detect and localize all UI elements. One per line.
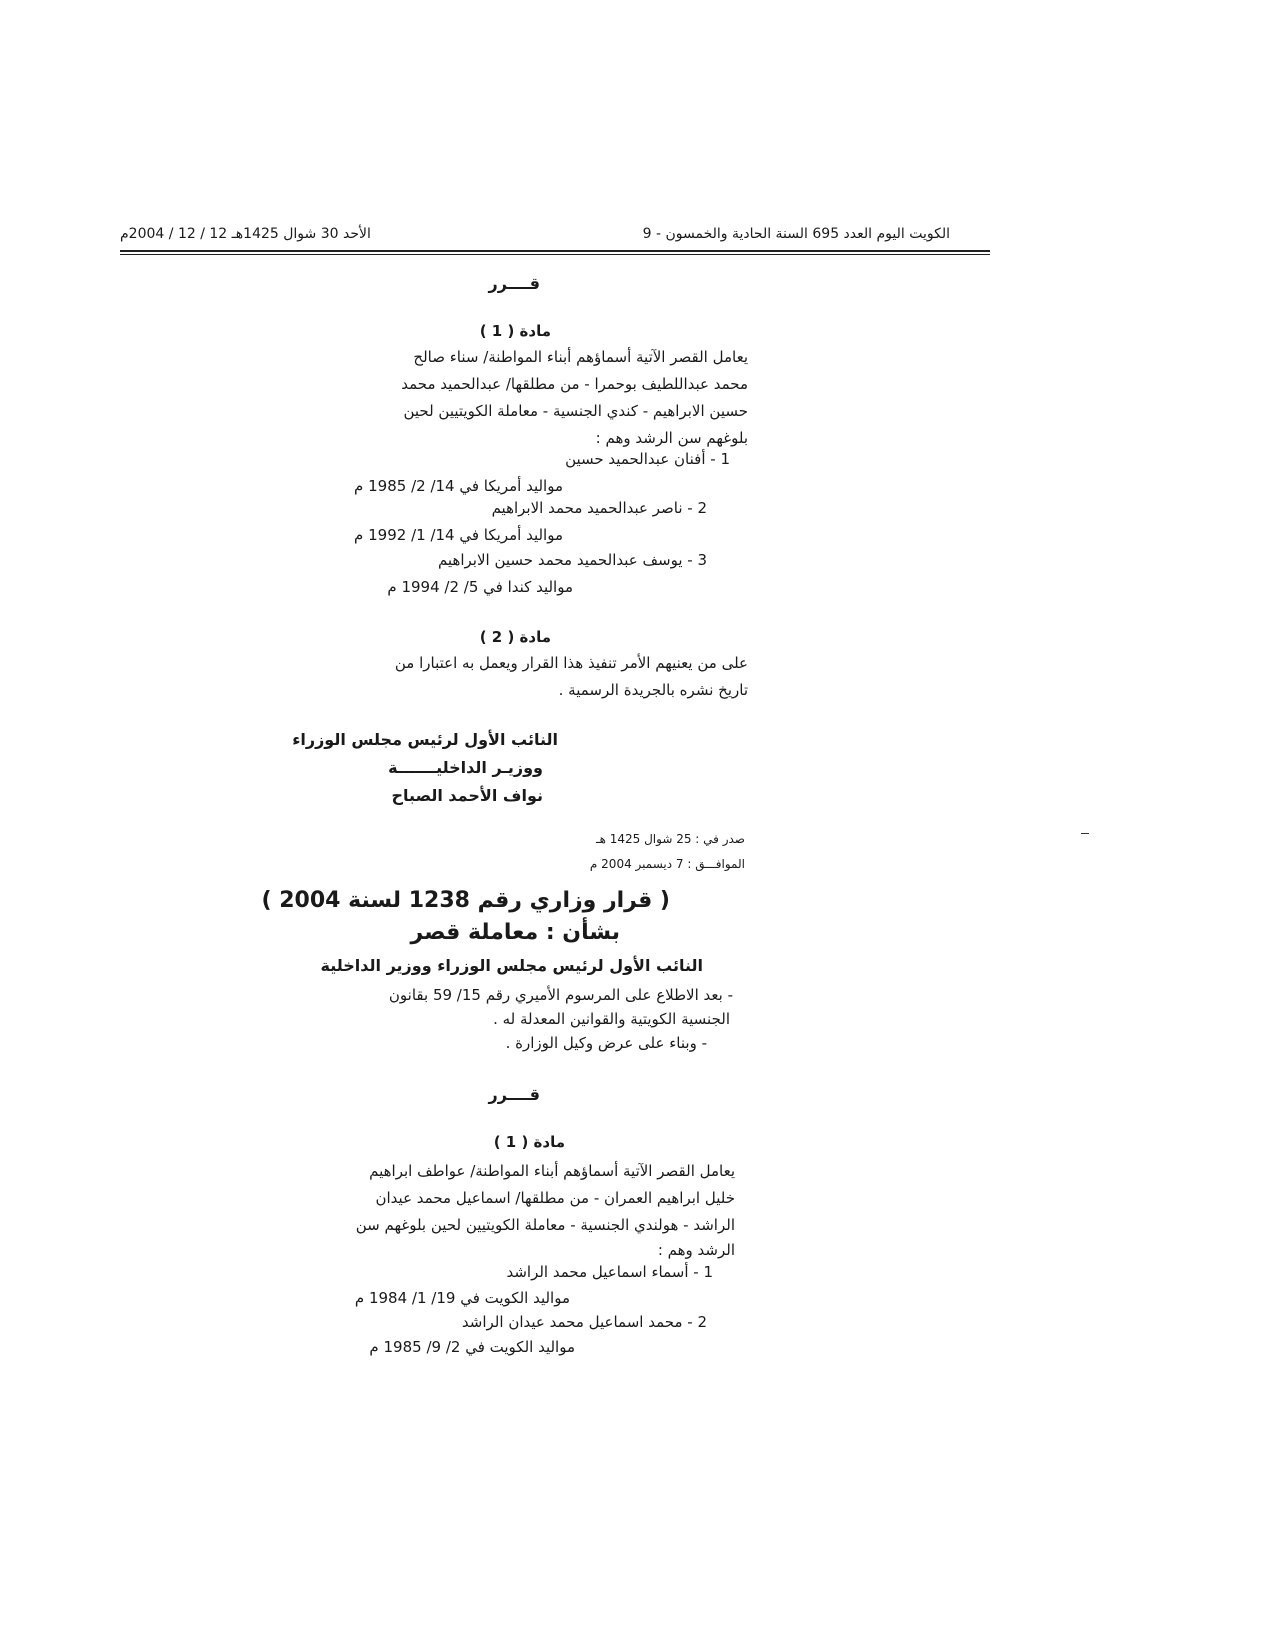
- minor-name: 2 - ناصر عبدالحميد محمد الابراهيم: [491, 499, 707, 517]
- article-line: يعامل القصر الآتية أسماؤهم أبناء المواطنة/ عواطف ابراهيم: [369, 1162, 735, 1180]
- decree-title: ( قرار وزاري رقم 1238 لسنة 2004 ): [261, 888, 670, 913]
- decision-heading: قــــرر: [488, 274, 540, 293]
- minor-name: 1 - أسماء اسماعيل محمد الراشد: [506, 1263, 713, 1281]
- minor-birth: مواليد كندا في 5/ 2/ 1994 م: [387, 578, 573, 596]
- article-line: حسين الابراهيم - كندي الجنسية - معاملة الكويتيين لحين: [403, 402, 748, 420]
- header-rule: [120, 250, 990, 252]
- signatory-position: ووزيـر الداخليـــــــة: [388, 758, 543, 777]
- scan-mark: [1081, 833, 1089, 834]
- article-line: خليل ابراهيم العمران - من مطلقها/ اسماعيل محمد عيدان: [375, 1189, 735, 1207]
- signatory-title: النائب الأول لرئيس مجلس الوزراء: [292, 730, 558, 749]
- article-title: مادة ( 1 ): [493, 1133, 565, 1151]
- header-rule-thin: [120, 254, 990, 255]
- preamble-line: الجنسية الكويتية والقوانين المعدلة له .: [493, 1010, 730, 1028]
- minor-name: 1 - أفنان عبدالحميد حسين: [565, 450, 730, 468]
- article-line: تاريخ نشره بالجريدة الرسمية .: [558, 681, 748, 699]
- article-line: الراشد - هولندي الجنسية - معاملة الكويتيين لحين بلوغهم سن: [355, 1216, 735, 1234]
- decree-authority: النائب الأول لرئيس مجلس الوزراء ووزير الداخلية: [320, 956, 703, 975]
- preamble-line: - بعد الاطلاع على المرسوم الأميري رقم 15/ 59 بقانون: [388, 986, 733, 1004]
- preamble-line: - وبناء على عرض وكيل الوزارة .: [505, 1034, 707, 1052]
- minor-birth: مواليد أمريكا في 14/ 2/ 1985 م: [354, 477, 563, 495]
- issue-date-hijri: صدر في : 25 شوال 1425 هـ: [596, 832, 745, 846]
- minor-name: 2 - محمد اسماعيل محمد عيدان الراشد: [461, 1313, 707, 1331]
- header-publication-info: الكويت اليوم العدد 695 السنة الحادية والخمسون - 9: [642, 226, 950, 242]
- article-line: بلوغهم سن الرشد وهم :: [595, 429, 748, 447]
- article-title: مادة ( 2 ): [479, 628, 551, 646]
- signatory-name: نواف الأحمد الصباح: [391, 786, 543, 805]
- minor-name: 3 - يوسف عبدالحميد محمد حسين الابراهيم: [437, 551, 707, 569]
- article-line: محمد عبداللطيف بوحمرا - من مطلقها/ عبدالحميد محمد: [401, 375, 748, 393]
- header-date: الأحد 30 شوال 1425هـ 12 / 12 / 2004م: [120, 226, 371, 242]
- decree-subject: بشأن : معاملة قصر: [410, 920, 620, 945]
- minor-birth: مواليد الكويت في 2/ 9/ 1985 م: [369, 1338, 575, 1356]
- article-line: الرشد وهم :: [657, 1241, 735, 1259]
- article-title: مادة ( 1 ): [479, 322, 551, 340]
- decision-heading: قــــرر: [488, 1085, 540, 1104]
- article-line: يعامل القصر الآتية أسماؤهم أبناء المواطنة/ سناء صالح: [413, 348, 748, 366]
- issue-date-gregorian: الموافـــق : 7 ديسمبر 2004 م: [589, 857, 745, 871]
- article-line: على من يعنيهم الأمر تنفيذ هذا القرار ويعمل به اعتبارا من: [394, 654, 748, 672]
- minor-birth: مواليد الكويت في 19/ 1/ 1984 م: [354, 1289, 570, 1307]
- minor-birth: مواليد أمريكا في 14/ 1/ 1992 م: [354, 526, 563, 544]
